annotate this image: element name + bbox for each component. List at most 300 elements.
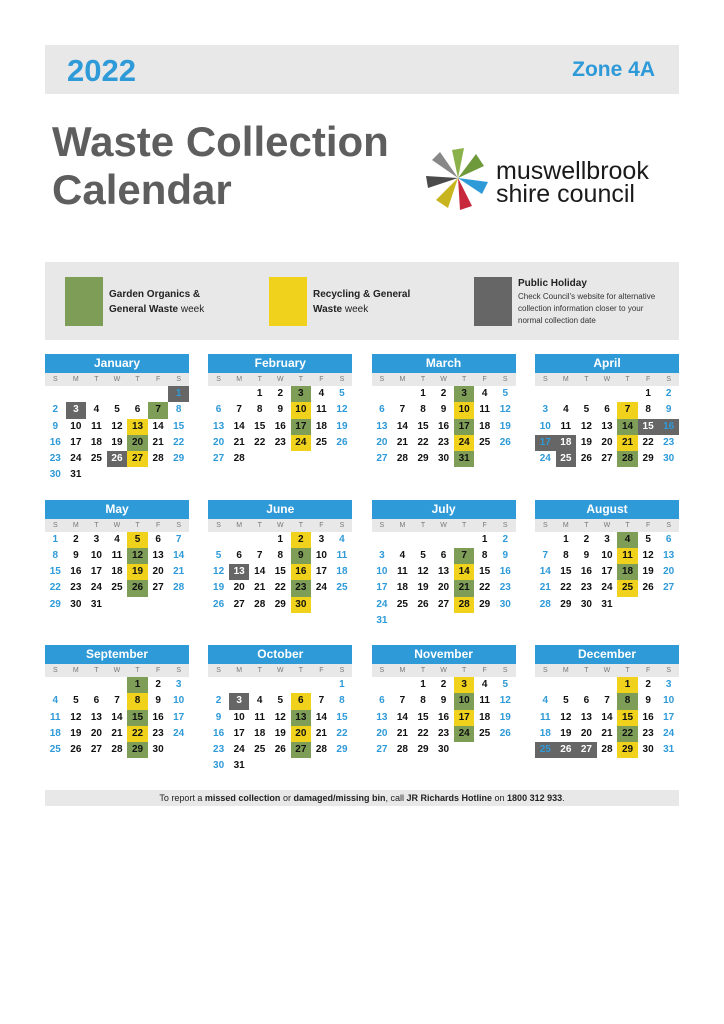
day-cell: 17 — [454, 710, 475, 726]
day-cell: 25 — [535, 742, 556, 758]
empty-cell — [413, 532, 434, 548]
weekday-label: W — [440, 376, 447, 383]
day-cell: 13 — [376, 711, 388, 723]
empty-cell — [392, 386, 413, 402]
council-logo — [418, 140, 680, 215]
day-cell: 3 — [229, 693, 250, 709]
day-cell: 2 — [665, 388, 672, 399]
day-grid — [372, 532, 516, 630]
day-cell: 11 — [617, 548, 638, 564]
empty-cell — [229, 386, 250, 402]
day-cell: 19 — [336, 420, 348, 432]
day-cell: 25 — [315, 436, 327, 448]
empty-cell — [372, 677, 393, 693]
empty-cell — [86, 677, 107, 693]
day-cell: 22 — [336, 727, 348, 739]
day-cell: 18 — [111, 566, 123, 578]
day-cell: 20 — [376, 727, 388, 739]
footer-note: To report a missed collection or damaged/missing bin, call JR Richards Hotline on 1800 312 933. — [45, 790, 679, 806]
day-cell: 3 — [542, 404, 549, 416]
legend-holiday-title: Public Holiday — [518, 278, 587, 289]
day-cell: 14 — [233, 420, 245, 432]
day-cell: 7 — [114, 695, 120, 707]
day-cell: 5 — [215, 549, 222, 561]
day-cell: 31 — [233, 760, 245, 772]
day-cell: 21 — [396, 727, 408, 739]
day-cell: 4 — [318, 388, 325, 399]
day-cell: 19 — [127, 564, 148, 580]
day-cell: 21 — [173, 566, 185, 578]
day-cell: 29 — [49, 598, 61, 610]
day-cell: 16 — [274, 420, 286, 432]
empty-cell — [576, 386, 597, 402]
day-cell: 22 — [49, 582, 61, 594]
day-cell: 14 — [601, 711, 613, 723]
weekday-label: M — [236, 521, 243, 529]
day-cell: 8 — [481, 549, 488, 561]
day-cell: 7 — [318, 695, 325, 707]
day-cell: 18 — [315, 420, 327, 432]
weekday-label: T — [584, 376, 589, 383]
weekday-label: T — [461, 521, 467, 529]
day-cell: 13 — [601, 420, 613, 432]
day-cell: 12 — [274, 711, 286, 723]
day-cell: 22 — [254, 436, 266, 448]
weekday-label: T — [420, 521, 426, 529]
month-header: September — [45, 645, 189, 664]
holiday-swatch — [474, 277, 512, 326]
day-cell: 7 — [256, 549, 263, 561]
day-cell: 24 — [454, 435, 475, 451]
day-cell: 14 — [454, 564, 475, 580]
day-grid — [45, 386, 189, 484]
day-cell: 14 — [173, 549, 185, 561]
month-header: October — [208, 645, 352, 664]
day-cell: 23 — [49, 453, 61, 465]
day-cell: 10 — [663, 695, 675, 707]
day-cell: 8 — [645, 404, 651, 416]
day-cell: 28 — [173, 582, 185, 594]
day-cell: 24 — [315, 582, 327, 594]
day-cell: 21 — [396, 436, 408, 448]
day-cell: 5 — [73, 695, 79, 707]
day-cell: 14 — [539, 566, 551, 578]
day-cell: 18 — [479, 420, 491, 432]
day-cell: 9 — [665, 404, 672, 416]
day-cell: 6 — [665, 533, 672, 545]
day-cell: 23 — [438, 727, 450, 739]
day-cell: 16 — [499, 566, 511, 578]
day-cell: 17 — [291, 419, 312, 435]
day-cell: 6 — [604, 404, 610, 416]
day-cell: 17 — [454, 419, 475, 435]
day-cell: 29 — [560, 598, 572, 610]
day-cell: 25 — [556, 451, 577, 467]
day-cell: 26 — [556, 742, 577, 758]
day-cell: 9 — [52, 420, 59, 432]
day-cell: 26 — [274, 744, 286, 756]
weekday-label: W — [440, 667, 447, 674]
day-cell: 27 — [233, 598, 245, 610]
day-cell: 12 — [213, 566, 225, 578]
day-cell: 7 — [604, 695, 610, 707]
day-cell: 16 — [49, 436, 61, 448]
weekday-label: W — [276, 667, 284, 674]
weekday-label: S — [379, 376, 385, 383]
day-cell: 15 — [127, 710, 148, 726]
empty-cell — [617, 386, 638, 402]
day-cell: 23 — [642, 727, 654, 739]
day-cell: 25 — [479, 436, 491, 448]
day-cell: 25 — [49, 744, 61, 756]
day-cell: 11 — [316, 404, 327, 416]
day-cell: 24 — [539, 453, 551, 465]
day-cell: 13 — [152, 549, 164, 561]
day-cell: 2 — [277, 388, 284, 399]
day-cell: 30 — [291, 597, 312, 613]
day-cell: 22 — [274, 582, 286, 594]
weekday-label: S — [666, 667, 671, 674]
day-cell: 14 — [254, 566, 266, 578]
day-cell: 18 — [336, 566, 348, 578]
day-cell: 4 — [256, 695, 263, 707]
day-cell: 10 — [601, 549, 613, 561]
day-cell: 13 — [376, 420, 388, 432]
weekday-label: F — [155, 376, 161, 383]
weekday-header-row — [45, 373, 189, 386]
day-cell: 20 — [580, 727, 592, 739]
day-cell: 4 — [481, 679, 488, 690]
day-cell: 12 — [499, 404, 511, 416]
day-cell: 11 — [111, 549, 123, 561]
month-january — [45, 354, 189, 484]
star-logo-icon — [418, 140, 496, 215]
day-cell: 16 — [580, 566, 592, 578]
day-cell: 13 — [127, 419, 148, 435]
day-cell: 3 — [318, 533, 325, 545]
day-cell: 1 — [563, 533, 569, 545]
day-cell: 15 — [417, 711, 429, 723]
empty-cell — [208, 532, 229, 548]
day-cell: 12 — [580, 420, 592, 432]
day-cell: 20 — [376, 436, 388, 448]
recycling-swatch — [269, 277, 307, 326]
day-cell: 23 — [580, 582, 592, 594]
day-cell: 5 — [563, 695, 569, 707]
day-cell: 4 — [563, 404, 569, 416]
day-cell: 20 — [663, 566, 675, 578]
day-cell: 16 — [438, 711, 450, 723]
day-cell: 30 — [663, 453, 675, 465]
day-cell: 28 — [315, 744, 327, 756]
day-cell: 16 — [658, 419, 679, 435]
day-cell: 4 — [93, 404, 100, 416]
logo-line-1: muswellbrook — [496, 157, 649, 185]
empty-cell — [556, 677, 577, 693]
day-cell: 14 — [617, 419, 638, 435]
day-cell: 21 — [454, 580, 475, 596]
day-cell: 26 — [107, 451, 128, 467]
day-cell: 17 — [173, 711, 185, 723]
day-cell: 7 — [617, 402, 638, 418]
weekday-header-row — [372, 519, 516, 532]
day-cell: 5 — [114, 404, 120, 416]
weekday-header-row — [372, 373, 516, 386]
day-cell: 14 — [396, 711, 408, 723]
day-cell: 8 — [256, 404, 263, 416]
day-grid — [45, 532, 189, 613]
legend-recycling-bold: Waste — [313, 304, 343, 315]
day-cell: 17 — [315, 566, 327, 578]
day-cell: 11 — [91, 420, 102, 432]
day-cell: 18 — [254, 727, 266, 739]
header-bar — [45, 45, 679, 94]
month-header: March — [372, 354, 516, 373]
legend-recycling-rest: week — [342, 304, 369, 315]
day-cell: 20 — [127, 435, 148, 451]
weekday-label: S — [176, 667, 181, 674]
weekday-label: T — [461, 667, 467, 674]
legend-holiday-line2: collection information closer to your — [518, 304, 644, 313]
day-cell: 4 — [399, 549, 406, 561]
weekday-label: W — [603, 521, 611, 529]
day-cell: 28 — [254, 598, 266, 610]
day-cell: 1 — [277, 533, 284, 545]
day-cell: 5 — [502, 388, 509, 399]
day-cell: 13 — [580, 711, 592, 723]
day-cell: 24 — [601, 582, 613, 594]
day-cell: 8 — [277, 549, 284, 561]
day-cell: 15 — [638, 419, 659, 435]
day-cell: 17 — [90, 566, 102, 578]
empty-cell — [311, 677, 332, 693]
day-cell: 14 — [111, 711, 123, 723]
day-cell: 7 — [236, 404, 242, 416]
day-cell: 9 — [583, 549, 590, 561]
day-cell: 19 — [642, 566, 654, 578]
weekday-label: W — [276, 376, 284, 383]
weekday-label: T — [135, 667, 140, 674]
day-cell: 12 — [127, 548, 148, 564]
weekday-label: T — [420, 376, 426, 383]
day-cell: 6 — [379, 695, 385, 707]
day-cell: 27 — [438, 598, 450, 610]
weekday-label: W — [113, 376, 121, 383]
day-cell: 8 — [339, 695, 345, 707]
day-cell: 12 — [336, 404, 348, 416]
empty-cell — [86, 386, 107, 402]
weekday-label: T — [461, 376, 467, 383]
day-cell: 9 — [155, 695, 161, 707]
day-cell: 3 — [291, 386, 312, 402]
day-cell: 26 — [499, 727, 511, 739]
weekday-label: W — [603, 376, 611, 383]
day-cell: 19 — [560, 727, 572, 739]
weekday-label: S — [502, 667, 508, 674]
weekday-label: S — [216, 521, 221, 529]
day-cell: 8 — [175, 404, 182, 416]
year-label: 2022 — [67, 53, 136, 88]
weekday-label: S — [339, 667, 345, 674]
day-cell: 7 — [399, 404, 406, 416]
month-header: July — [372, 500, 516, 519]
weekday-label: T — [420, 667, 426, 674]
day-cell: 1 — [168, 386, 189, 402]
weekday-label: M — [399, 667, 406, 674]
day-cell: 24 — [376, 598, 388, 610]
day-cell: 26 — [499, 436, 511, 448]
day-cell: 10 — [315, 549, 327, 561]
weekday-label: T — [584, 521, 589, 529]
day-cell: 4 — [481, 388, 488, 399]
day-cell: 31 — [601, 598, 613, 610]
day-cell: 8 — [127, 693, 148, 709]
day-cell: 3 — [454, 386, 475, 402]
day-cell: 25 — [90, 453, 102, 465]
day-cell: 23 — [499, 582, 511, 594]
day-cell: 30 — [213, 760, 225, 772]
day-cell: 13 — [291, 710, 312, 726]
day-cell: 23 — [152, 727, 164, 739]
day-cell: 24 — [70, 453, 82, 465]
day-cell: 21 — [315, 727, 327, 739]
weekday-label: T — [298, 376, 303, 383]
day-cell: 15 — [173, 420, 185, 432]
day-cell: 23 — [70, 582, 82, 594]
day-cell: 28 — [111, 744, 123, 756]
day-cell: 15 — [274, 566, 286, 578]
day-cell: 17 — [376, 582, 388, 594]
day-cell: 30 — [49, 469, 61, 481]
day-cell: 29 — [173, 453, 185, 465]
weekday-header-row — [45, 664, 189, 677]
weekday-label: M — [72, 521, 79, 529]
day-cell: 10 — [291, 402, 312, 418]
day-cell: 11 — [254, 711, 265, 723]
day-cell: 10 — [454, 693, 475, 709]
month-header: April — [535, 354, 679, 373]
empty-cell — [454, 532, 475, 548]
day-cell: 5 — [277, 695, 284, 707]
day-cell: 22 — [560, 582, 572, 594]
day-cell: 21 — [233, 436, 245, 448]
day-cell: 2 — [583, 533, 590, 545]
day-cell: 6 — [583, 695, 590, 707]
day-cell: 15 — [417, 420, 429, 432]
weekday-header-row — [208, 664, 352, 677]
weekday-label: T — [94, 521, 99, 529]
day-cell: 12 — [560, 711, 572, 723]
day-cell: 6 — [134, 404, 141, 416]
day-cell: 17 — [663, 711, 675, 723]
day-cell: 25 — [336, 582, 348, 594]
month-december — [535, 645, 679, 758]
day-cell: 11 — [336, 549, 348, 561]
weekday-label: S — [52, 521, 58, 529]
weekday-label: T — [298, 521, 303, 529]
day-cell: 20 — [213, 436, 225, 448]
legend — [45, 262, 679, 340]
day-cell: 20 — [438, 582, 450, 594]
weekday-label: W — [276, 521, 284, 529]
empty-cell — [535, 532, 556, 548]
day-cell: 21 — [617, 435, 638, 451]
empty-cell — [249, 532, 270, 548]
day-cell: 13 — [229, 564, 250, 580]
day-cell: 8 — [563, 549, 569, 561]
day-cell: 16 — [152, 711, 164, 723]
month-september — [45, 645, 189, 758]
day-cell: 2 — [215, 695, 222, 707]
day-cell: 19 — [70, 727, 82, 739]
day-cell: 27 — [152, 582, 164, 594]
day-cell: 8 — [52, 549, 59, 561]
weekday-label: S — [666, 521, 671, 529]
day-cell: 16 — [291, 564, 312, 580]
day-cell: 20 — [152, 566, 164, 578]
day-cell: 19 — [213, 582, 225, 594]
day-cell: 24 — [90, 582, 102, 594]
weekday-label: S — [542, 521, 548, 529]
month-april — [535, 354, 679, 467]
day-cell: 15 — [254, 420, 266, 432]
weekday-label: T — [625, 376, 630, 383]
weekday-label: M — [399, 376, 406, 383]
month-november — [372, 645, 516, 758]
day-cell: 19 — [274, 727, 286, 739]
empty-cell — [597, 677, 618, 693]
day-cell: 11 — [479, 404, 490, 416]
day-cell: 11 — [539, 711, 551, 723]
day-cell: 20 — [90, 727, 102, 739]
logo-line-2: shire council — [496, 180, 635, 208]
day-cell: 19 — [499, 711, 511, 723]
day-cell: 1 — [127, 677, 148, 693]
day-cell: 15 — [49, 566, 61, 578]
day-cell: 25 — [479, 727, 491, 739]
day-cell: 13 — [90, 711, 102, 723]
day-cell: 3 — [454, 677, 475, 693]
day-cell: 1 — [645, 388, 651, 399]
day-cell: 3 — [175, 679, 182, 690]
day-cell: 28 — [152, 453, 164, 465]
weekday-label: S — [52, 376, 58, 383]
day-cell: 3 — [379, 549, 385, 561]
weekday-label: M — [72, 376, 79, 383]
day-cell: 29 — [479, 598, 491, 610]
day-cell: 26 — [213, 598, 225, 610]
day-cell: 7 — [454, 548, 475, 564]
day-cell: 18 — [396, 582, 408, 594]
empty-cell — [433, 532, 454, 548]
day-cell: 24 — [233, 744, 245, 756]
day-cell: 29 — [417, 744, 429, 756]
day-cell: 30 — [642, 744, 654, 756]
day-cell: 5 — [420, 549, 426, 561]
weekday-label: S — [339, 376, 345, 383]
day-cell: 21 — [539, 582, 551, 594]
zone-label: Zone 4A — [572, 58, 655, 81]
day-cell: 3 — [93, 533, 100, 545]
weekday-label: S — [379, 521, 385, 529]
empty-cell — [556, 386, 577, 402]
day-cell: 29 — [642, 453, 654, 465]
day-cell: 15 — [617, 710, 638, 726]
day-cell: 27 — [601, 453, 613, 465]
day-cell: 31 — [90, 598, 102, 610]
day-cell: 1 — [420, 679, 426, 690]
weekday-label: W — [440, 521, 447, 529]
